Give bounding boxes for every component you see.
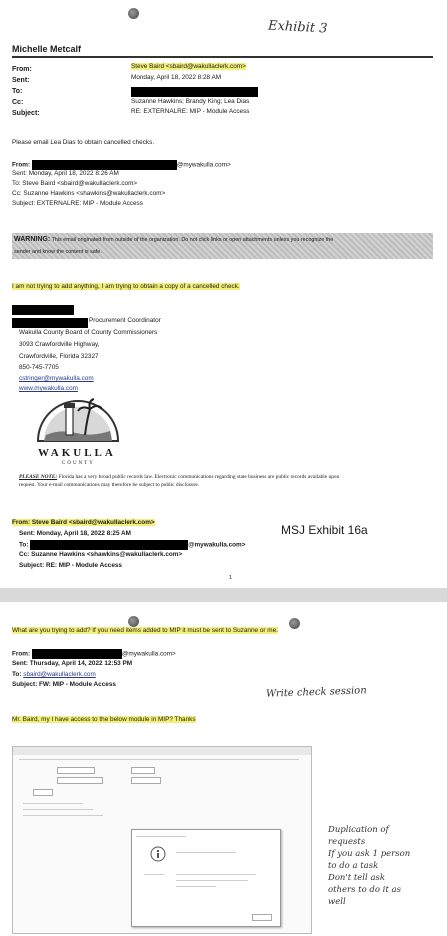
- sig-phone: 850-745-7705: [19, 364, 59, 371]
- note2-line: Duplication of: [328, 825, 389, 835]
- sig-org: Wakulla County Board of County Commissioners: [19, 329, 158, 336]
- highlight-question: What are you trying to add? If you need items added to MIP it must be sent to Suzanne or me.: [12, 627, 278, 634]
- screenshot-text-line: [23, 815, 103, 816]
- warning-label: WARNING:: [14, 236, 51, 243]
- quoted1-from-label: From:: [12, 161, 31, 169]
- notice-body: Florida has a very broad public records law. Electronic communications regarding state business are public records available upon: [57, 474, 340, 480]
- p2-quoted-subject: Subject: FW: MIP - Module Access: [12, 681, 116, 688]
- warning-text: [14, 236, 333, 243]
- handwritten-note-2: [328, 824, 443, 908]
- p2-from-label: From:: [12, 650, 31, 658]
- p2-quoted-sent: Sent: Thursday, April 14, 2022 12:53 PM: [12, 660, 133, 667]
- dialog-text-line: [144, 874, 164, 875]
- screenshot-toolbar-line: [19, 759, 299, 760]
- punch-hole: [128, 8, 139, 19]
- redaction-sender: [32, 160, 177, 170]
- public-records-notice: [19, 474, 339, 480]
- screenshot-text-line: [23, 803, 83, 804]
- notice-label: PLEASE NOTE:: [19, 474, 58, 480]
- p2-quoted-from: [12, 649, 176, 659]
- screenshot-field: [57, 777, 103, 784]
- embedded-screenshot: [12, 746, 312, 934]
- screenshot-field: [57, 767, 95, 774]
- quoted2-subject: Subject: RE: MIP - Module Access: [19, 562, 122, 569]
- document-page-2: [0, 602, 447, 936]
- screenshot-field: [131, 777, 161, 784]
- handwritten-exhibit: Exhibit 3: [267, 18, 328, 37]
- p2-to-label: To:: [12, 671, 24, 678]
- quoted2-to-label: To:: [19, 541, 29, 549]
- sent-value: Monday, April 18, 2022 8:28 AM: [131, 74, 222, 81]
- note2-line: If you ask 1 person: [328, 849, 411, 859]
- from-value: Steve Baird <sbaird@wakullaclerk.com>: [131, 63, 246, 70]
- redaction-sig-name-2: [12, 318, 88, 328]
- redaction-sender-p2: [32, 649, 122, 659]
- quoted1-to: To: Steve Baird <sbaird@wakullaclerk.com>: [12, 180, 138, 187]
- redaction-sig-name: [12, 305, 74, 315]
- screenshot-field: [131, 767, 155, 774]
- header-rule: [12, 56, 433, 58]
- sig-title: Procurement Coordinator: [89, 317, 161, 324]
- warning-body: This email originated from outside of the organization. Do not click links or open attachments unless you recognize the: [50, 237, 334, 243]
- quoted1-sent: Sent: Monday, April 18, 2022 8:26 AM: [12, 170, 119, 177]
- cc-value: Suzanne Hawkins; Brandy King; Lea Dias: [131, 98, 250, 105]
- body-text: Please email Lea Dias to obtain cancelled checks.: [12, 139, 155, 146]
- sent-label: Sent:: [12, 77, 30, 84]
- dialog-ok-button: [252, 914, 272, 921]
- info-icon: [150, 846, 166, 862]
- page-gap: [0, 588, 447, 602]
- cc-label: Cc:: [12, 99, 24, 106]
- redaction-recipient: [30, 540, 188, 550]
- warning-text-2: sender and know the content is safe.: [14, 249, 102, 255]
- dialog-text-line: [176, 852, 236, 853]
- punch-hole: [289, 618, 300, 629]
- subject-value: RE: EXTERNALRE: MIP - Module Access: [131, 108, 250, 115]
- quoted1-cc: Cc: Suzanne Hawkins <shawkins@wakullaclerk.com>: [12, 190, 166, 197]
- subject-label: Subject:: [12, 110, 40, 117]
- sig-web-link[interactable]: www.mywakulla.com: [19, 385, 78, 392]
- note2-line: to do a task: [328, 861, 379, 871]
- to-label: To:: [12, 88, 23, 95]
- sig-addr1: 3093 Crawfordville Highway,: [19, 341, 100, 348]
- p2-to-link[interactable]: sbaird@wakullaclerk.com: [23, 671, 96, 678]
- note2-line: others to do it as: [328, 885, 401, 895]
- quoted1-subject: Subject: EXTERNALRE: MIP - Module Access: [12, 200, 143, 207]
- logo-wordmark: WAKULLA: [38, 447, 116, 459]
- note2-line: requests: [328, 837, 366, 847]
- logo-subtitle: COUNTY: [62, 461, 95, 466]
- sig-email-link[interactable]: cstringer@mywakulla.com: [19, 375, 94, 382]
- public-records-notice-2: request. Your e-mail communications may therefore be subject to public disclosure.: [19, 482, 200, 488]
- exhibit-label: MSJ Exhibit 16a: [281, 523, 368, 537]
- punch-hole: [128, 616, 139, 627]
- note2-line: well: [328, 897, 346, 907]
- redaction-to: [131, 87, 258, 97]
- page-number: 1: [229, 575, 232, 581]
- quoted2-from: From: Steve Baird <sbaird@wakullaclerk.com>: [12, 519, 155, 526]
- dialog-text-line: [176, 874, 256, 875]
- screenshot-titlebar: [13, 747, 311, 755]
- quoted1-from-domain: @mywakulla.com>: [176, 161, 231, 169]
- from-label: From:: [12, 66, 32, 73]
- dialog-text-line: [176, 880, 248, 881]
- highlight-request: Mr. Baird, my I have access to the below module in MIP? Thanks: [12, 716, 196, 723]
- p2-quoted-to: [12, 671, 96, 678]
- quoted2-sent: Sent: Monday, April 18, 2022 8:25 AM: [19, 530, 131, 537]
- wakulla-county-logo: [30, 385, 126, 469]
- quoted1-from: [12, 160, 231, 170]
- quoted2-to: [19, 540, 245, 550]
- sender-name: Michelle Metcalf: [12, 44, 82, 54]
- p2-from-domain: @mywakulla.com>: [121, 650, 176, 658]
- sig-addr2: Crawfordville, Florida 32327: [19, 353, 99, 360]
- quoted2-to-domain: @mywakulla.com>: [188, 541, 246, 549]
- quoted2-cc: Cc: Suzanne Hawkins <shawkins@wakullaclerk.com>: [19, 551, 183, 558]
- highlight-reply: I am not trying to add anything, I am trying to obtain a copy of a cancelled check.: [12, 283, 240, 290]
- note2-line: Don't tell ask: [328, 873, 386, 883]
- handwritten-note-1: Write check session: [265, 685, 367, 700]
- dialog-text-line: [176, 886, 216, 887]
- screenshot-dialog: [131, 829, 281, 927]
- screenshot-field: [33, 789, 53, 796]
- screenshot-text-line: [23, 809, 93, 810]
- dialog-title-line: [136, 836, 186, 837]
